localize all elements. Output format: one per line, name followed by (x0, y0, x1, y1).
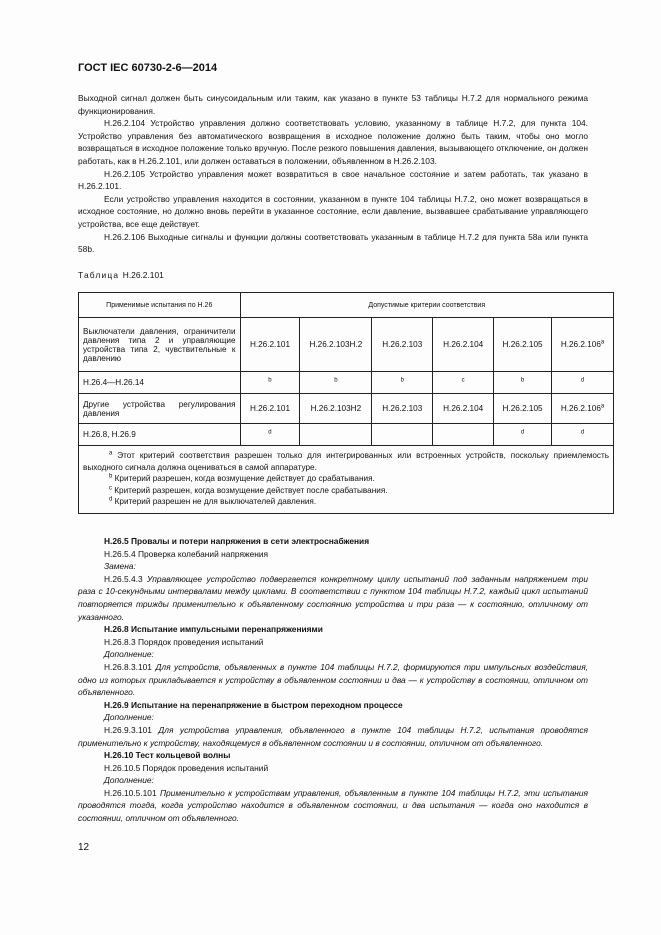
paragraph: Н.26.2.106 Выходные сигналы и функции должны соответствовать указанным в таблице Н.7.2 для пункта 58а или пункта 58b. (78, 231, 588, 255)
table-cell: Н.26.2.104 (433, 394, 494, 424)
table-cell: d (240, 424, 300, 446)
table-cell: Н.26.2.101 (240, 394, 300, 424)
table-cell: Н.26.2.105 (494, 318, 552, 372)
table-note: $^b$ Критерий разрешен, когда возмущение действует до срабатывания. (109, 473, 375, 483)
section-label: Дополнение: (104, 712, 154, 723)
section-label: Замена: (104, 561, 136, 572)
header-tests: Применимые испытания по Н.26 (79, 293, 241, 318)
section-label: Дополнение: (104, 775, 154, 786)
section-subtitle: Н.26.10.5 Порядок проведения испытаний (104, 762, 269, 773)
paragraph: Н.26.8.3.101 Для устройств, объявленных в пункте 104 таблицы Н.7.2, формируются три импульсных воздействия, одно из которых прикладывается к устройству в объявленном состоянии и два — к устройству в состоянии, отличном от объявленного. (78, 661, 589, 698)
table-cell: Н.26.2.106$^a$ (552, 318, 614, 372)
paragraph: Н.26.2.105 Устройство управления может возвратиться в свое начальное состояние и затем работать, так указано в Н.26.2.101. (78, 168, 588, 192)
section-title: Н.26.10 Тест кольцевой волны (104, 750, 231, 761)
section-title: Н.26.9 Испытание на перенапряжение в быстром переходном процессе (104, 699, 403, 710)
sections-text (78, 535, 588, 825)
table-cell (372, 424, 433, 446)
section-label: Дополнение: (104, 649, 154, 660)
table-caption-number: Н.26.2.101 (122, 270, 164, 280)
table-note: $^c$ Критерий разрешен, когда возмущение действует после срабатывания. (109, 484, 388, 495)
table-cell: Н.26.2.101 (240, 318, 300, 372)
table-cell (433, 424, 494, 446)
section-subtitle: Н.26.5.4 Проверка колебаний напряжения (104, 548, 269, 559)
table-cell: c (433, 372, 494, 394)
table-row (79, 372, 614, 394)
section-title: Н.26.8 Испытание импульсными перенапряжениями (104, 624, 323, 635)
table-cell: b (494, 372, 552, 394)
table-caption (78, 270, 164, 280)
paragraph: Н.26.10.5.101 Применительно к устройствам управления, объявленным в пункте 104 таблицы Н.7.2, эти испытания проводятся тогда, когда устройство находится в объявленном состоянии, и два испытания — когда оно находится в состоянии, отличном от объявленного. (78, 787, 589, 824)
table-cell: b (240, 372, 300, 394)
table-cell: Н.26.2.105 (494, 394, 552, 424)
table-notes-row (79, 446, 614, 514)
row-label: Выключатели давления, ограничители давления типа 2 и управляющие устройства типа 2, чувствительные к давлению (79, 318, 241, 372)
table-row (79, 424, 614, 446)
intro-text (78, 92, 588, 256)
table-cell: b (372, 372, 433, 394)
table-note: $^a$ Этот критерий соответствия разрешен только для интегрированных или встроенных устройств, поскольку приемлемость выходного сигнала должна оцениваться в самой аппаратуре. (83, 450, 609, 472)
section-title: Н.26.5 Провалы и потери напряжения в сети электроснабжения (104, 536, 370, 546)
page-number: 12 (78, 842, 90, 853)
paragraph: Выходной сигнал должен быть синусоидальным или таким, как указано в пункте 53 таблицы Н.7.2 для нормального режима функционирования. (78, 93, 588, 116)
paragraph: Н.26.9.3.101 Для устройства управления, объявленного в пункте 104 таблицы Н.7.2, испытания проводятся применительно к устройству, находящемуся в объявленном состоянии и в состоянии, отличном от объявленного. (78, 724, 588, 748)
section-subtitle: Н.26.8.3 Порядок проведения испытаний (104, 636, 264, 647)
table-cell: d (494, 424, 552, 446)
paragraph: Если устройство управления находится в состоянии, указанном в пункте 104 таблицы Н.7.2, оно может возвращаться в исходное состояние, но должно вновь перейти в указанное состояние, если давление, вызвавшее срабатывание управляющего устройства, все еще действует. (78, 193, 588, 229)
table-header-row (79, 293, 614, 318)
document-header: ГОСТ IEC 60730-2-6—2014 (78, 62, 218, 74)
table-caption-word: Таблица (78, 270, 120, 280)
table-row (79, 318, 614, 372)
table-cell: Н.26.2.103Н2 (300, 394, 372, 424)
table-cell: b (300, 372, 372, 394)
table-cell: d (552, 424, 614, 446)
row-label: Н.26.4—Н.26.14 (79, 372, 241, 394)
table-cell: Н.26.2.103Н.2 (300, 318, 372, 372)
paragraph: Н.26.5.4.3 Управляющее устройство подвергается конкретному циклу испытаний под заданным напряжением три раза с 10-секундными интервалами между циклами. В соответствии с пунктом 104 таблицы Н.7.2, каждый цикл испытаний повторяется трижды применительно к объявленному состоянию устройства и три раза — к состоянию, отличному от указанного. (78, 573, 589, 622)
table-row (79, 394, 614, 424)
table-notes (79, 446, 614, 514)
table-cell: Н.26.2.103 (372, 318, 433, 372)
table-cell: Н.26.2.103 (372, 394, 433, 424)
criteria-table (78, 292, 614, 514)
table-cell: Н.26.2.106$^a$ (552, 394, 614, 424)
table-cell: d (552, 372, 614, 394)
row-label: Н.26.8, Н.26.9 (79, 424, 241, 446)
table-cell (300, 424, 372, 446)
table-note: $^d$ Критерий разрешен не для выключателей давления. (109, 496, 317, 506)
header-criteria: Допустимые критерии соответствия (240, 293, 613, 318)
table-cell: Н.26.2.104 (433, 318, 494, 372)
row-label: Другие устройства регулирования давления (79, 394, 241, 424)
paragraph: Н.26.2.104 Устройство управления должно соответствовать условию, указанному в таблице Н.7.2, для пункта 104. Устройство управления без автоматического возвращения в исходное положение должно быть таким, чтобы оно могло возвращаться в исходное положение только вручную. После резкого повышения давления, вызывающего отключение, он должен работать, как в Н.26.2.101, или должен оставаться в положении, объявленном в Н.26.2.103. (78, 118, 588, 166)
